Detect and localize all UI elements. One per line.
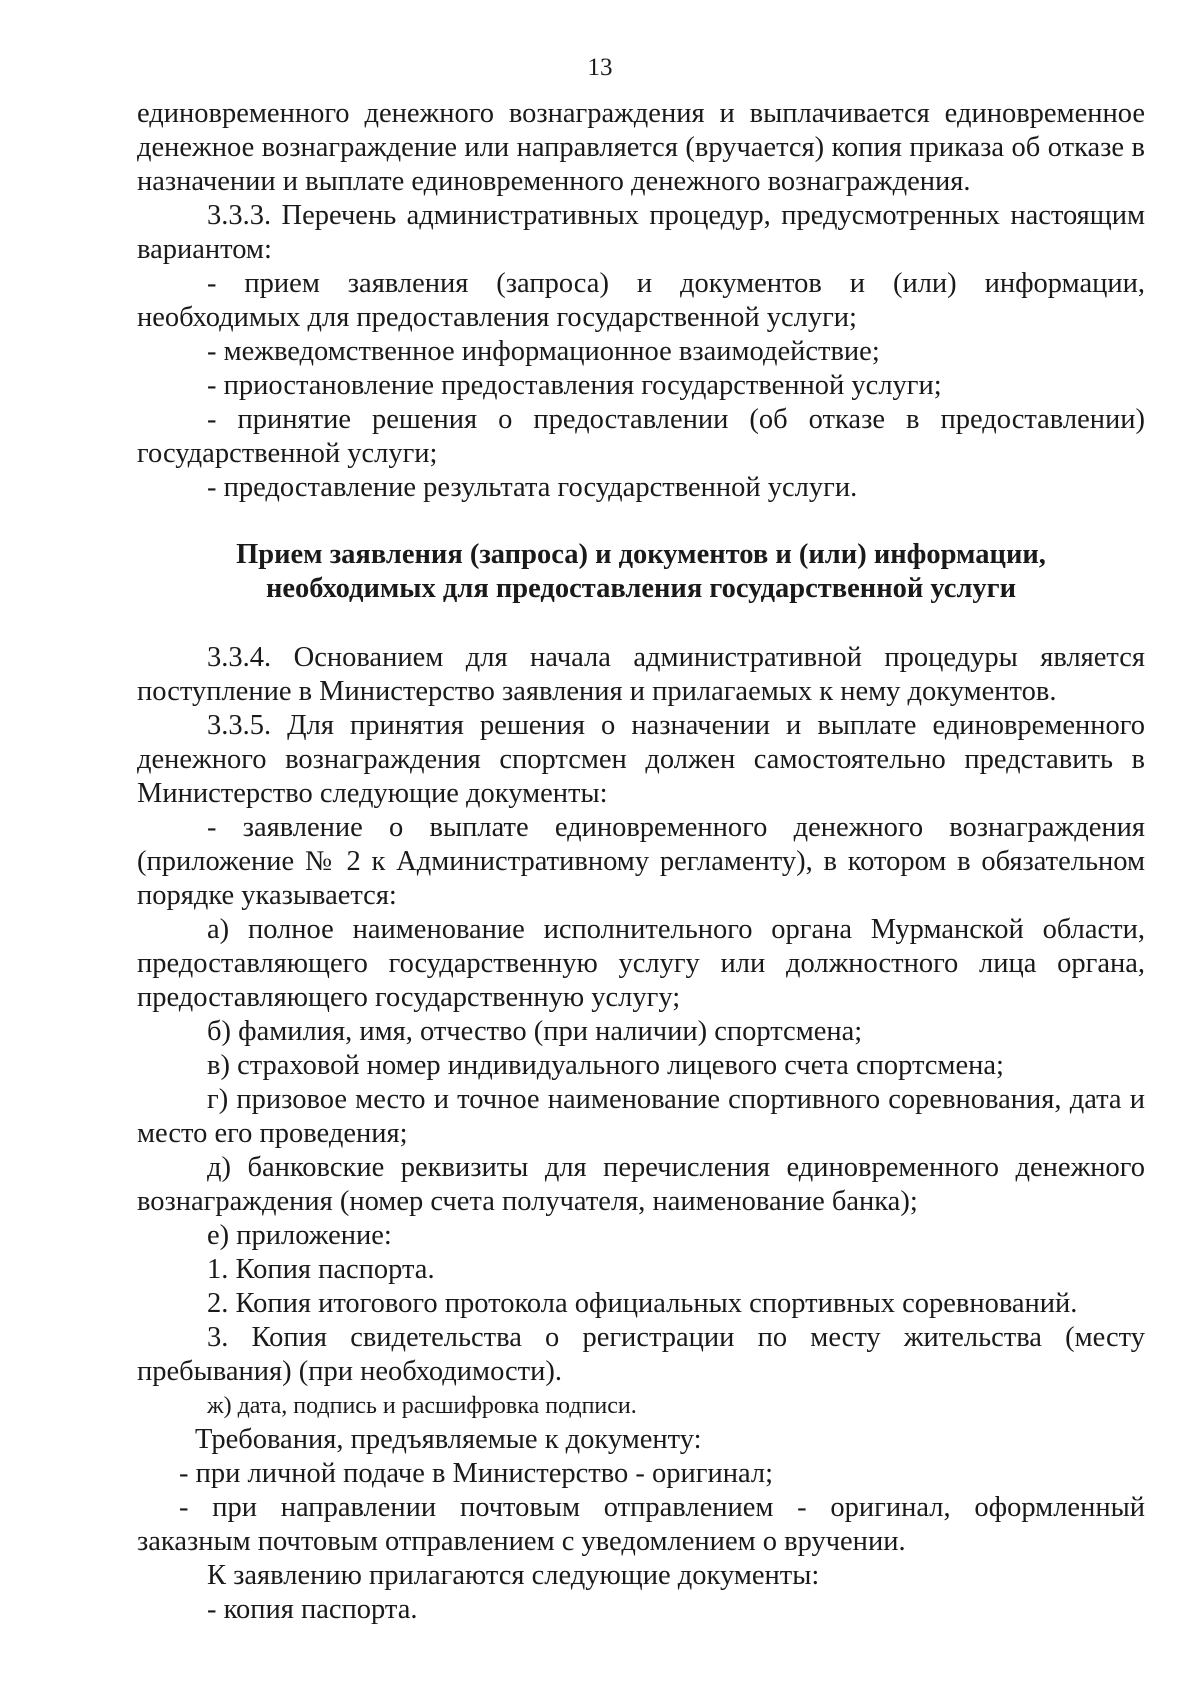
list-item: - принятие решения о предоставлении (об отказе в предоставлении) государственной услуги; [137,404,1145,469]
list-item: - межведомственное информационное взаимодействие; [207,336,880,367]
section-heading-line: Прием заявления (запроса) и документов и (или) информации, [236,539,1046,570]
document-body [137,97,1145,1627]
section-heading-line: необходимых для предоставления государственной услуги [265,573,1017,604]
list-item: 1. Копия паспорта. [207,1254,435,1285]
list-item: - приостановление предоставления государственной услуги; [207,370,942,401]
list-item: - предоставление результата государственной услуги. [207,472,858,503]
list-item: 3. Копия свидетельства о регистрации по месту жительства (месту пребывания) (при необходимости). [137,1322,1145,1387]
list-item: д) банковские реквизиты для перечисления единовременного денежного вознаграждения (номер счета получателя, наименование банка); [137,1152,1145,1217]
paragraph: 3.3.3. Перечень административных процедур, предусмотренных настоящим вариантом: [137,200,1145,265]
list-item: - копия паспорта. [207,1594,418,1625]
page-number: 13 [587,54,613,81]
list-item: ж) дата, подпись и расшифровка подписи. [207,1393,637,1419]
list-item: 2. Копия итогового протокола официальных спортивных соревнований. [207,1288,1078,1319]
list-item: б) фамилия, имя, отчество (при наличии) спортсмена; [207,1016,863,1047]
paragraph: 3.3.4. Основанием для начала административной процедуры является поступление в Министерство заявления и прилагаемых к нему документов. [137,642,1145,707]
list-item: е) приложение: [207,1220,392,1251]
paragraph: единовременного денежного вознаграждения и выплачивается единовременное денежное вознаграждение или направляется (вручается) копия приказа об отказе в назначении и выплате единовременного денежного вознаграждения. [137,98,1145,197]
list-item: г) призовое место и точное наименование спортивного соревнования, дата и место его проведения; [137,1084,1145,1149]
list-item: - при направлении почтовым отправлением - оригинал, оформленный заказным почтовым отправлением с уведомлением о вручении. [137,1492,1145,1557]
list-item: - прием заявления (запроса) и документов и (или) информации, необходимых для предоставления государственной услуги; [137,268,1145,333]
list-item: а) полное наименование исполнительного органа Мурманской области, предоставляющего государственную услугу или должностного лица органа, предоставляющего государственную услугу; [137,914,1145,1013]
paragraph: 3.3.5. Для принятия решения о назначении и выплате единовременного денежного вознаграждения спортсмен должен самостоятельно представить в Министерство следующие документы: [137,710,1145,809]
paragraph: Требования, предъявляемые к документу: [195,1424,702,1455]
section-heading [137,538,1145,606]
list-item: - заявление о выплате единовременного денежного вознаграждения (приложение № 2 к Административному регламенту), в котором в обязательном порядке указывается: [137,812,1145,911]
paragraph: К заявлению прилагаются следующие документы: [207,1560,820,1591]
list-item: - при личной подаче в Министерство - оригинал; [179,1458,774,1489]
list-item: в) страховой номер индивидуального лицевого счета спортсмена; [207,1050,1004,1081]
